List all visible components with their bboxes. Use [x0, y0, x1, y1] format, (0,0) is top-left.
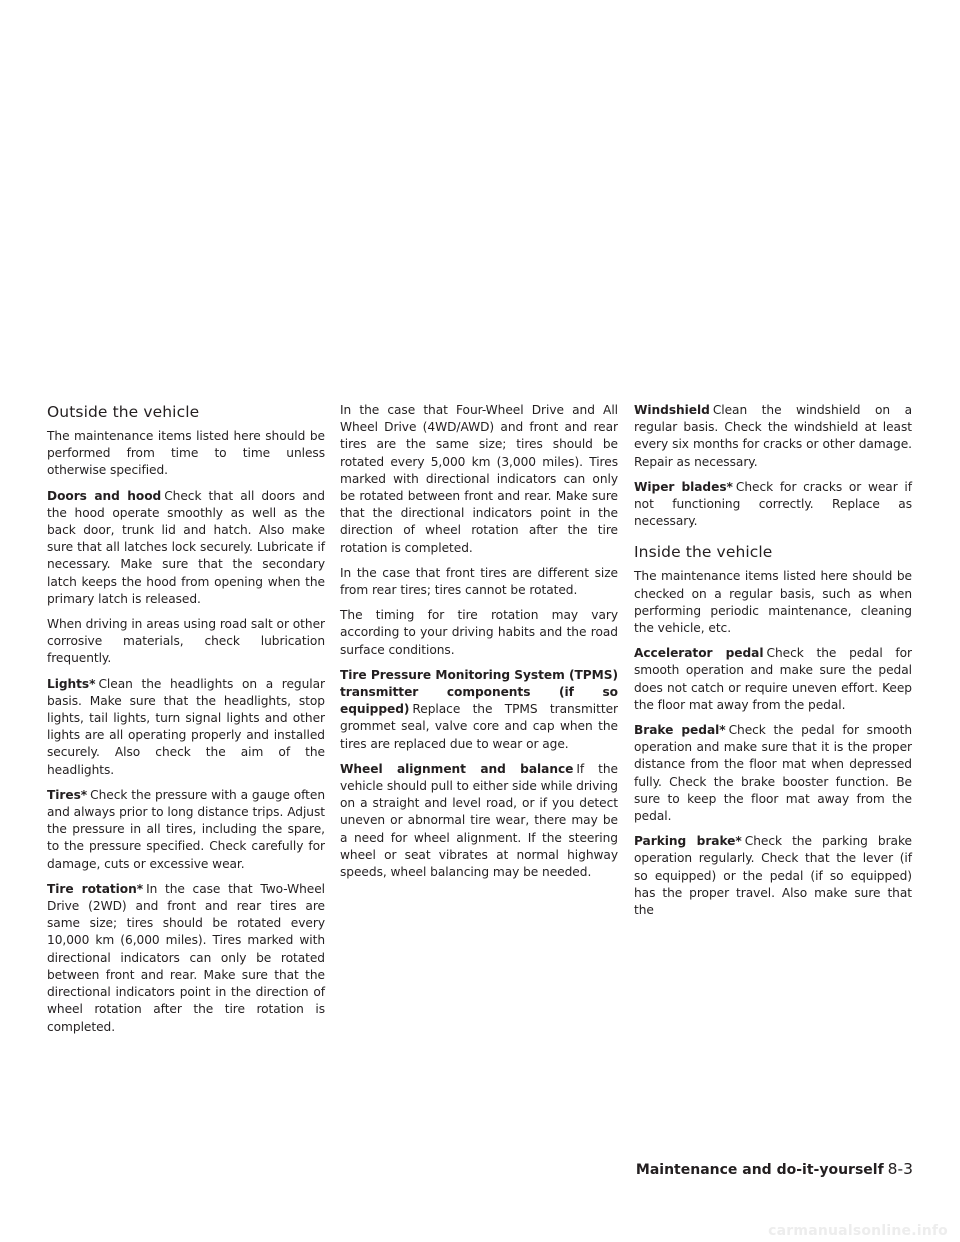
accel-text: Check the pedal for smooth operation and make sure the pedal does not catch or require uneven effort. Keep the floor mat away from the pedal. — [634, 646, 913, 712]
rotation-text: In the case that Two-Wheel Drive (2WD) and front and rear tires are same size; tires should be rotated every 10,000 km (6,000 miles). Tires marked with directional indicators can only be rotated between front and rear. Make sure that the directional indicators point in the direction of wheel rotation after the tire rotation is completed. — [47, 881, 326, 1034]
rotation-label: Tire rotation* — [47, 881, 144, 896]
alignment-label: Wheel alignment and balance — [340, 761, 574, 776]
inside-intro: The maintenance items listed here should be checked on a regular basis, such as when performing periodic maintenance, cleaning the vehicle, etc. — [634, 569, 912, 636]
brake-label: Brake pedal* — [634, 723, 726, 738]
doors-and-hood-paragraph — [47, 488, 325, 608]
accelerator-pedal-paragraph — [634, 645, 912, 714]
rotation-timing-paragraph: The timing for tire rotation may vary according to your driving habits and the road surface conditions. — [340, 608, 618, 657]
windshield-label: Windshield — [634, 403, 710, 417]
page-number: 8-3 — [887, 1160, 913, 1178]
doors-text: Check that all doors and the hood operate smoothly as well as the back door, trunk lid and hatch. Also make sure that all latches lock securely. Lubricate if necessary. Make sure that the secondary latch keeps the hood from opening when the primary latch is released. — [47, 488, 325, 606]
brake-text: Check the pedal for smooth operation and make sure that it is the proper distance from the floor mat when depressed fully. Check the brake booster function. Be sure to keep the floor mat away from the pedal. — [634, 723, 912, 824]
road-salt-paragraph: When driving in areas using road salt or other corrosive materials, check lubrication frequently. — [47, 617, 325, 666]
column-2 — [340, 402, 618, 889]
parking-text: Check the parking brake operation regularly. Check that the lever (if so equipped) or the pedal (if so equipped) has the proper travel. Also make sure that the — [634, 834, 912, 918]
tpms-label: Tire Pressure Monitoring System (TPMS) transmitter components (if so equipped) — [340, 667, 618, 717]
brake-pedal-paragraph — [634, 722, 912, 825]
lights-text: Clean the headlights on a regular basis. Make sure that the headlights, stop lights, tail lights, turn signal lights and other lights are all operating properly and installed securely. Also check the aim of the headlights. — [47, 676, 325, 777]
alignment-text: If the vehicle should pull to either side while driving on a straight and level road, or if you detect uneven or abnormal tire wear, there may be a need for wheel alignment. If the steering wheel or seat vibrates at normal highway speeds, wheel balancing may be needed. — [340, 761, 618, 880]
tpms-text: Replace the TPMS transmitter grommet seal, valve core and cap when the tires are replaced due to wear or age. — [340, 702, 618, 751]
doors-label: Doors and hood — [47, 488, 162, 503]
wiper-label: Wiper blades* — [634, 479, 733, 494]
wheel-alignment-paragraph — [340, 761, 618, 881]
column-1 — [47, 402, 325, 1044]
parking-label: Parking brake* — [634, 834, 742, 849]
watermark: carmanualsonline.info — [768, 1223, 948, 1239]
windshield-text: Clean the windshield on a regular basis. Check the windshield at least every six months for cracks or other damage. Repair as necessary. — [634, 403, 912, 469]
wiper-text: Check for cracks or wear if not functioning correctly. Replace as necessary. — [634, 479, 912, 529]
lights-label: Lights* — [47, 676, 96, 691]
windshield-paragraph — [634, 402, 912, 471]
outside-intro: The maintenance items listed here should be performed from time to time unless otherwise specified. — [47, 429, 325, 478]
tires-label: Tires* — [47, 787, 88, 802]
parking-brake-paragraph — [634, 833, 912, 919]
tire-rotation-paragraph — [47, 881, 325, 1036]
tires-text: Check the pressure with a gauge often and always prior to long distance trips. Adjust the pressure in all tires, including the spare, to the pressure specified. Check carefully for damage, cuts or excessive wear. — [47, 787, 325, 871]
accel-label: Accelerator pedal — [634, 646, 764, 661]
section-heading-outside: Outside the vehicle — [47, 403, 200, 421]
page-footer — [636, 1160, 913, 1179]
rotation-4wd-paragraph: In the case that Four-Wheel Drive and All Wheel Drive (4WD/AWD) and front and rear tires are the same size; tires should be rotated every 5,000 km (3,000 miles). Tires marked with directional indicators can only be rotated between front and rear. Make sure that the directional indicators point in the direction of wheel rotation after the tire rotation is completed. — [340, 403, 618, 555]
tpms-paragraph — [340, 667, 618, 753]
column-3 — [634, 402, 912, 927]
footer-section-title: Maintenance and do-it-yourself — [635, 1162, 884, 1178]
rotation-different-size-paragraph: In the case that front tires are different size from rear tires; tires cannot be rotated. — [340, 565, 618, 598]
tires-paragraph — [47, 787, 325, 873]
lights-paragraph — [47, 676, 325, 779]
wiper-blades-paragraph — [634, 479, 912, 531]
section-heading-inside: Inside the vehicle — [634, 543, 773, 562]
